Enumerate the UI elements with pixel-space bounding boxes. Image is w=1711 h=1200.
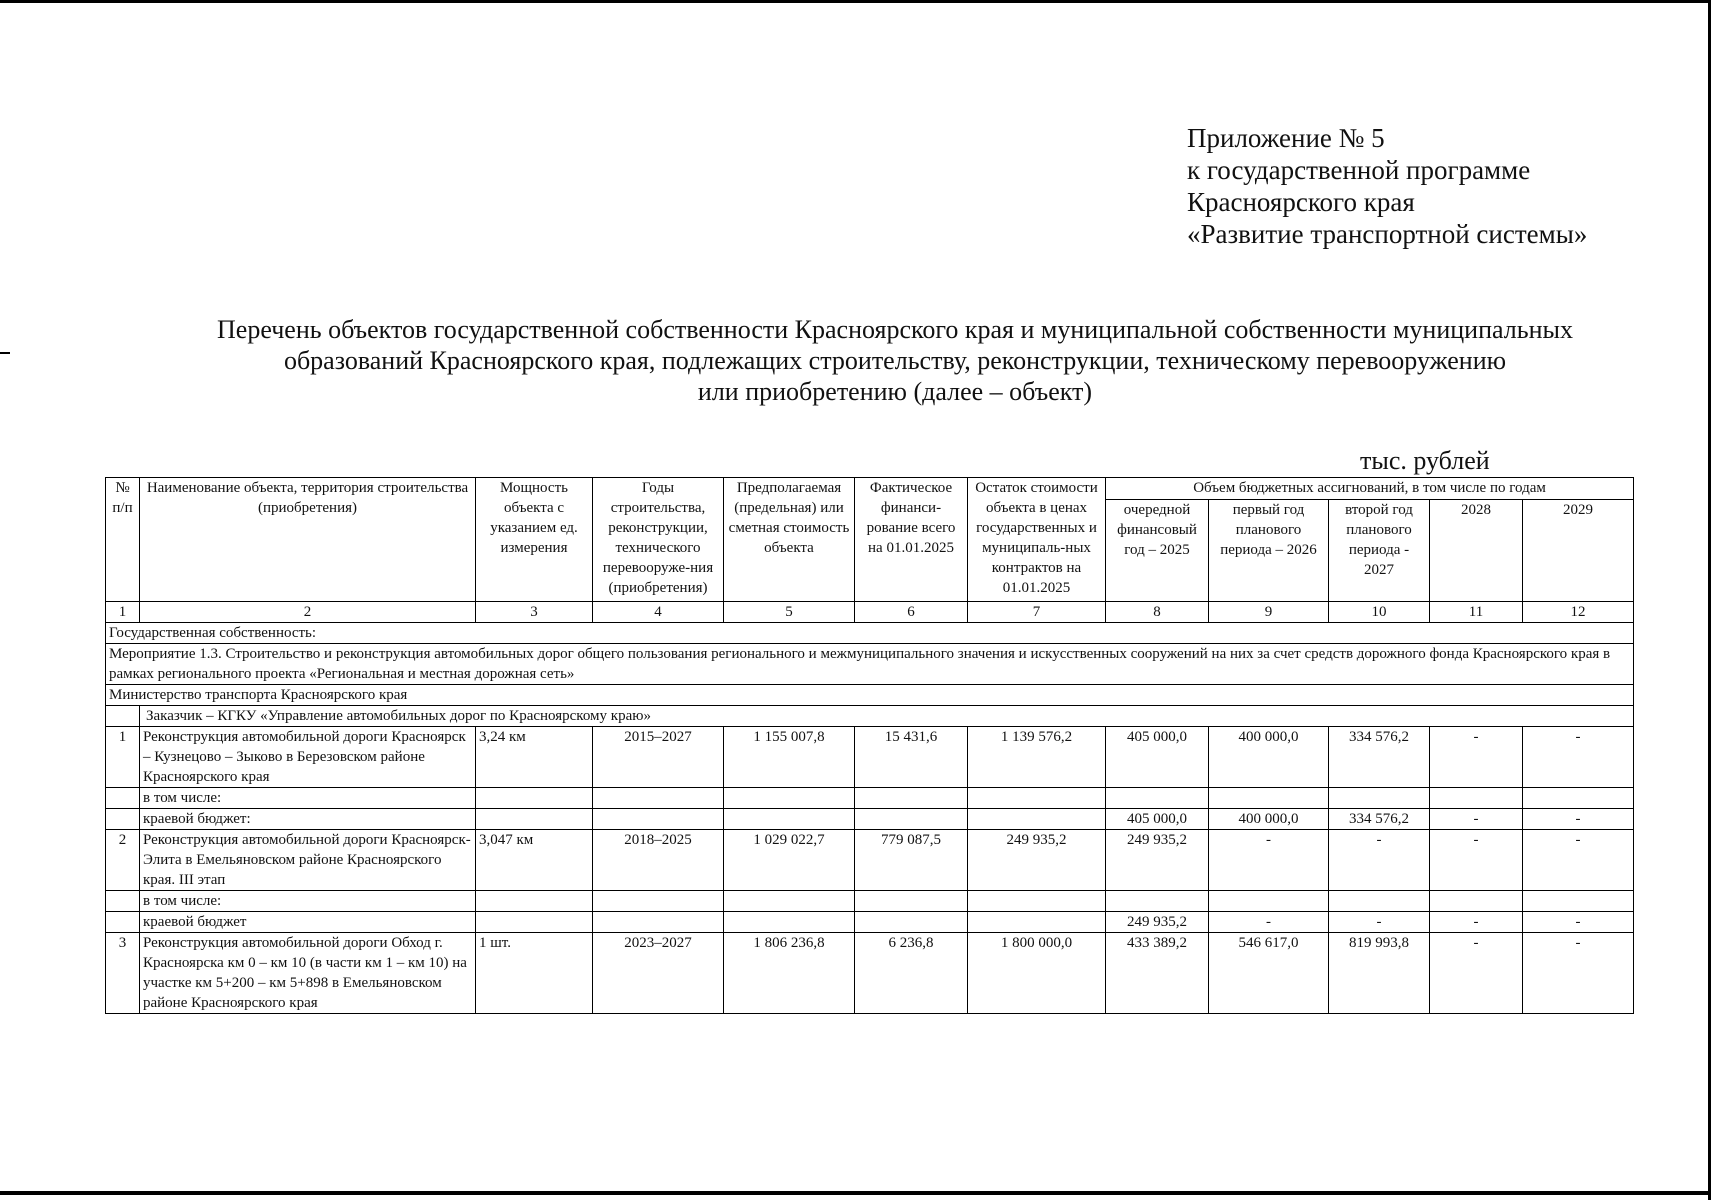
table-row <box>106 891 1634 912</box>
scan-border-bottom <box>0 1191 1711 1195</box>
object-remainder: 1 800 000,0 <box>968 933 1106 1014</box>
object-2028: - <box>1430 727 1523 788</box>
incl-label: в том числе: <box>140 788 476 809</box>
budget-2029: - <box>1523 809 1634 830</box>
object-financed: 15 431,6 <box>855 727 968 788</box>
object-num: 3 <box>106 933 140 1014</box>
header-2029: 2029 <box>1523 500 1634 602</box>
object-financed: 6 236,8 <box>855 933 968 1014</box>
object-2026: 400 000,0 <box>1209 727 1329 788</box>
object-cost: 1 806 236,8 <box>724 933 855 1014</box>
units-label: тыс. рублей <box>1360 446 1490 475</box>
object-2027: - <box>1329 830 1430 891</box>
budget-2029: - <box>1523 912 1634 933</box>
table-row <box>106 727 1634 788</box>
header-capacity: Мощность объекта с указанием ед. измерения <box>476 478 593 602</box>
object-years: 2023–2027 <box>593 933 724 1014</box>
object-remainder: 1 139 576,2 <box>968 727 1106 788</box>
header-name: Наименование объекта, территория строительства (приобретения) <box>140 478 476 602</box>
col-number: 6 <box>855 602 968 623</box>
col-number: 4 <box>593 602 724 623</box>
object-num: 1 <box>106 727 140 788</box>
appendix-line: Приложение № 5 <box>1187 123 1385 153</box>
table-row <box>106 912 1634 933</box>
object-cost: 1 155 007,8 <box>724 727 855 788</box>
table-row <box>106 788 1634 809</box>
col-number: 11 <box>1430 602 1523 623</box>
header-2028: 2028 <box>1430 500 1523 602</box>
col-number: 3 <box>476 602 593 623</box>
header-num: № п/п <box>106 478 140 602</box>
title-line: или приобретению (далее – объект) <box>697 377 1093 406</box>
object-cost: 1 029 022,7 <box>724 830 855 891</box>
col-number: 9 <box>1209 602 1329 623</box>
header-2027: второй год планового периода - 2027 <box>1329 500 1430 602</box>
budget-label: краевой бюджет <box>140 912 476 933</box>
document-title <box>120 314 1670 407</box>
object-years: 2018–2025 <box>593 830 724 891</box>
object-2025: 249 935,2 <box>1106 830 1209 891</box>
object-years: 2015–2027 <box>593 727 724 788</box>
budget-label: краевой бюджет: <box>140 809 476 830</box>
col-number: 7 <box>968 602 1106 623</box>
appendix-header <box>1187 122 1587 250</box>
object-2026: - <box>1209 830 1329 891</box>
object-2028: - <box>1430 830 1523 891</box>
budget-2026: 400 000,0 <box>1209 809 1329 830</box>
object-capacity: 3,24 км <box>476 727 593 788</box>
header-cost: Предполагаемая (предельная) или сметная стоимость объекта <box>724 478 855 602</box>
object-2029: - <box>1523 830 1634 891</box>
object-financed: 779 087,5 <box>855 830 968 891</box>
table-row <box>106 933 1634 1014</box>
budget-2026: - <box>1209 912 1329 933</box>
scan-border-top <box>0 0 1711 3</box>
object-capacity: 1 шт. <box>476 933 593 1014</box>
object-2025: 433 389,2 <box>1106 933 1209 1014</box>
scan-margin-mark <box>0 352 10 354</box>
header-years: Годы строительства, реконструкции, технического перевооруже-ния (приобретения) <box>593 478 724 602</box>
object-2026: 546 617,0 <box>1209 933 1329 1014</box>
object-name: Реконструкция автомобильной дороги Обход г. Красноярска км 0 – км 10 (в части км 1 – км 10) на участке км 5+200 – км 5+898 в Емельяновском районе Красноярского края <box>140 933 476 1014</box>
object-name: Реконструкция автомобильной дороги Красноярск-Элита в Емельяновском районе Красноярского края. III этап <box>140 830 476 891</box>
header-remainder: Остаток стоимости объекта в ценах государственных и муниципаль-ных контрактов на 01.01.2025 <box>968 478 1106 602</box>
object-2028: - <box>1430 933 1523 1014</box>
header-financed: Фактическое финанси-рование всего на 01.01.2025 <box>855 478 968 602</box>
empty-cell <box>106 706 140 727</box>
section-measure: Мероприятие 1.3. Строительство и реконструкция автомобильных дорог общего пользования регионального и межмуниципального значения и искусственных сооружений на них за счет средств дорожного фонда Красноярского края в рамках регионального проекта «Региональная и местная дорожная сеть» <box>106 644 1634 685</box>
object-remainder: 249 935,2 <box>968 830 1106 891</box>
table-row <box>106 809 1634 830</box>
appendix-line: к государственной программе <box>1187 155 1531 185</box>
appendix-line: «Развитие транспортной системы» <box>1187 219 1588 249</box>
header-2025: очередной финансовый год – 2025 <box>1106 500 1209 602</box>
section-ministry: Министерство транспорта Красноярского края <box>106 685 1634 706</box>
budget-2027: - <box>1329 912 1430 933</box>
col-number: 1 <box>106 602 140 623</box>
column-numbers-row <box>106 602 1634 623</box>
col-number: 2 <box>140 602 476 623</box>
col-number: 8 <box>1106 602 1209 623</box>
col-number: 5 <box>724 602 855 623</box>
col-number: 10 <box>1329 602 1430 623</box>
incl-label: в том числе: <box>140 891 476 912</box>
objects-table <box>105 477 1634 1014</box>
col-number: 12 <box>1523 602 1634 623</box>
object-2025: 405 000,0 <box>1106 727 1209 788</box>
object-2029: - <box>1523 727 1634 788</box>
section-state-property: Государственная собственность: <box>106 623 1634 644</box>
budget-2025: 405 000,0 <box>1106 809 1209 830</box>
appendix-line: Красноярского края <box>1187 187 1415 217</box>
object-2027: 819 993,8 <box>1329 933 1430 1014</box>
header-2026: первый год планового периода – 2026 <box>1209 500 1329 602</box>
title-line: образований Красноярского края, подлежащих строительству, реконструкции, техническому перевооружению <box>283 346 1507 375</box>
object-2027: 334 576,2 <box>1329 727 1430 788</box>
budget-2025: 249 935,2 <box>1106 912 1209 933</box>
header-budget-group: Объем бюджетных ассигнований, в том числе по годам <box>1106 478 1634 500</box>
title-line: Перечень объектов государственной собственности Красноярского края и муниципальной собственности муниципальных <box>217 315 1573 344</box>
object-num: 2 <box>106 830 140 891</box>
section-customer: Заказчик – КГКУ «Управление автомобильных дорог по Красноярскому краю» <box>140 706 1634 727</box>
object-2029: - <box>1523 933 1634 1014</box>
table-row <box>106 830 1634 891</box>
budget-2027: 334 576,2 <box>1329 809 1430 830</box>
budget-2028: - <box>1430 912 1523 933</box>
object-capacity: 3,047 км <box>476 830 593 891</box>
object-name: Реконструкция автомобильной дороги Красноярск – Кузнецово – Зыково в Березовском районе Красноярского края <box>140 727 476 788</box>
budget-2028: - <box>1430 809 1523 830</box>
